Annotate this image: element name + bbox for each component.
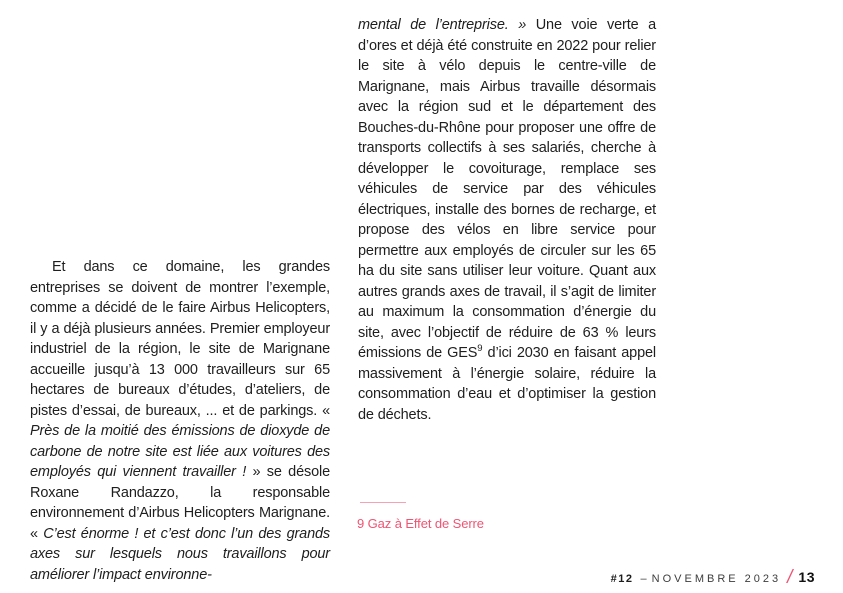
page-number: 13 [798, 569, 815, 585]
page-footer [611, 566, 815, 588]
footer-dash: – [640, 573, 647, 585]
text-run: Et dans ce domaine, les grandes entreprises se doivent de montrer l’exemple, comme a décidé de le faire Airbus Helicopters, il y a déjà plusieurs années. Premier employeur industriel de la région, le site de Marignane accueille jusqu’à 13 000 travailleurs sur 65 hectares de bureaux d’études, d’ateliers, de pistes d’essai, de bureaux, ... et de parkings. « [30, 259, 330, 419]
footnote-reference: 9 [477, 343, 483, 355]
quote-italic-run: mental de l’entreprise. » [358, 17, 536, 33]
quote-italic-run: C’est énorme ! et c’est donc l’un des grands axes sur lesquels nous travaillons pour améliorer l’impact environne- [30, 525, 331, 583]
text-run: » se désole Roxane Randazzo, la responsable environnement d’Airbus Helicopters Marignane. « [30, 464, 330, 542]
footnote-divider [360, 502, 406, 503]
text-run: d’ici 2030 en faisant appel massivement à l’énergie solaire, réduire la consommation d’eau et d’optimiser la gestion de déchets. [358, 345, 656, 423]
article-paragraph [30, 257, 330, 585]
footnote-text: 9 Gaz à Effet de Serre [357, 516, 484, 531]
text-run: Une voie verte a d’ores et déjà été construite en 2022 pour relier le site à vélo depuis le centre-ville de Marignane, mais Airbus travaille désormais avec la région sud et le département des Bouches-du-Rhône pour proposer une offre de transports collectifs à ses salariés, cherche à développer le covoiturage, remplace ses véhicules de service par des véhicules électriques, installe des bornes de recharge, et propose des vélos en libre service pour permettre aux employés de circuler sur les 65 ha du site sans utiliser leur voiture. Quant aux autres grands axes de travail, il s’agit de limiter au maximum la consommation d’énergie du site, avec l’objectif de réduire de 63 % leurs émissions de GES [358, 17, 656, 361]
quote-italic-run: Près de la moitié des émissions de dioxyde de carbone de notre site est liée aux voitures des employés qui viennent travailler ! [30, 423, 330, 480]
issue-date: NOVEMBRE 2023 [651, 573, 782, 585]
article-paragraph [358, 15, 656, 425]
article-left-column [30, 257, 330, 585]
article-right-column [358, 15, 656, 425]
footer-slash: / [787, 567, 793, 588]
issue-number: #12 [610, 573, 634, 585]
